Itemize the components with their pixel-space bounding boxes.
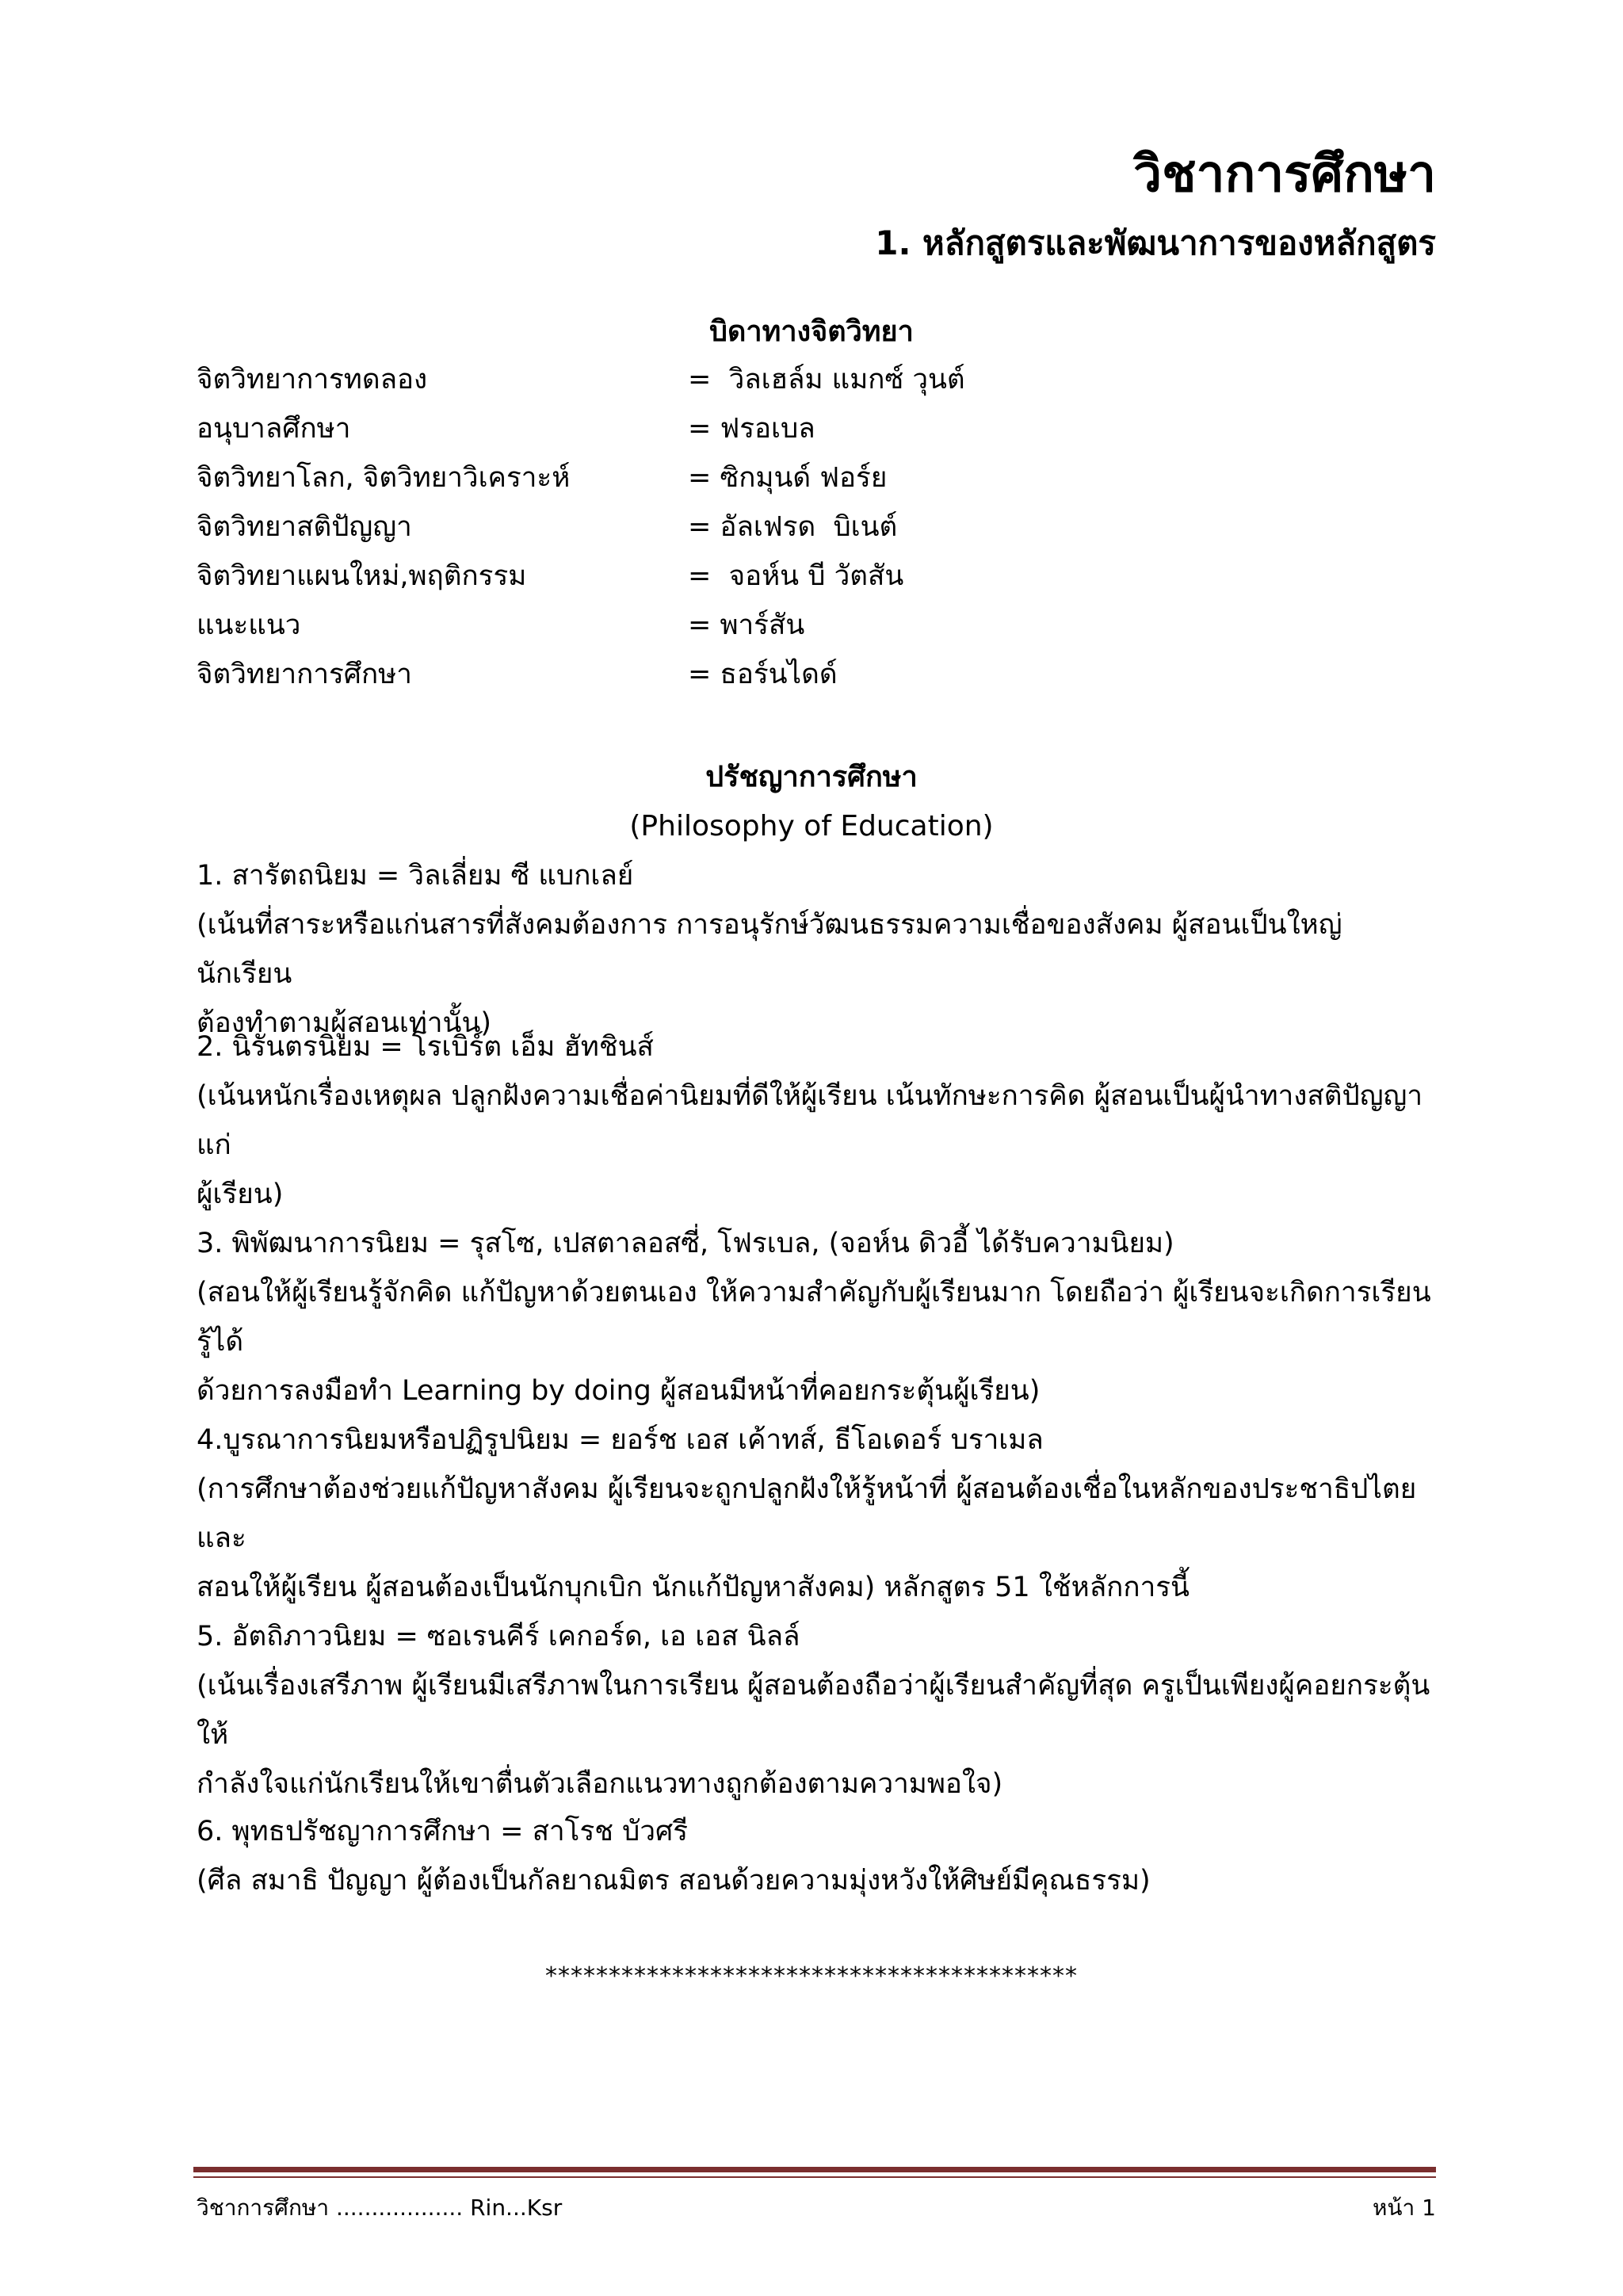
psychology-father: = จอห์น บี วัตสัน — [688, 560, 904, 592]
philosophy-item-desc: (ศีล สมาธิ ปัญญา ผู้ต้องเป็นกัลยาณมิตร สอนด้วยความมุ่งหวังให้ศิษย์มีคุณธรรม) — [197, 1865, 1151, 1897]
psychology-father: = อัลเฟรด บิเนต์ — [688, 511, 898, 543]
page-title: วิชาการศึกษา — [1133, 145, 1436, 204]
list-item — [197, 453, 1433, 502]
psychology-heading: บิดาทางจิตวิทยา — [709, 315, 914, 348]
psychology-field: แนะแนว — [197, 609, 301, 641]
psychology-field: จิตวิทยาสติปัญญา — [197, 511, 412, 543]
philosophy-item — [197, 1807, 1441, 1905]
list-item — [197, 552, 1433, 601]
philosophy-item-title: 4.บูรณาการนิยมหรือปฏิรูปนิยม = ยอร์ช เอส เค้าทส์, ธีโอเดอร์ บราเมล — [197, 1424, 1044, 1456]
psychology-field: จิตวิทยาโลก, จิตวิทยาวิเคราะห์ — [197, 462, 571, 494]
philosophy-item-desc: (เน้นหนักเรื่องเหตุผล ปลูกฝังความเชื่อค่านิยมที่ดีให้ผู้เรียน เน้นทักษะการคิด ผู้สอนเป็นผู้นำทางสติปัญญาแก่ — [197, 1080, 1423, 1161]
philosophy-item-title: 2. นิรันตรนิยม = โรเบิร์ต เอ็ม ฮัทชินส์ — [197, 1031, 654, 1063]
philosophy-item — [197, 1022, 1441, 1219]
list-item — [197, 355, 1433, 404]
psychology-father: = วิลเฮล์ม แมกซ์ วุนต์ — [688, 364, 965, 395]
philosophy-item-desc: (เน้นเรื่องเสรีภาพ ผู้เรียนมีเสรีภาพในการเรียน ผู้สอนต้องถือว่าผู้เรียนสำคัญที่สุด ครูเป็นเพียงผู้คอยกระตุ้นให้ — [197, 1670, 1430, 1751]
psychology-field: อนุบาลศึกษา — [197, 413, 351, 445]
page-subtitle: 1. หลักสูตรและพัฒนาการของหลักสูตร — [875, 223, 1436, 262]
philosophy-item-title: 3. พิพัฒนาการนิยม = รุสโซ, เปสตาลอสซี่, โฟรเบล, (จอห์น ดิวอี้ ได้รับความนิยม) — [197, 1228, 1174, 1259]
list-item — [197, 650, 1433, 699]
psychology-father: = พาร์สัน — [688, 609, 805, 641]
psychology-list — [197, 355, 1433, 699]
footer-label: วิชาการศึกษา .................. Rin...Ksr — [197, 2195, 563, 2221]
philosophy-item — [197, 1219, 1441, 1415]
psychology-father: = ซิกมุนด์ ฟอร์ย — [688, 462, 888, 494]
philosophy-subheading: (Philosophy of Education) — [629, 810, 994, 842]
section-separator: ****************************************** — [545, 1962, 1078, 1990]
list-item — [197, 601, 1433, 650]
list-item — [197, 502, 1433, 552]
philosophy-heading: ปรัชญาการศึกษา — [705, 761, 918, 793]
philosophy-item-desc: ด้วยการลงมือทำ Learning by doing ผู้สอนมีหน้าที่คอยกระตุ้นผู้เรียน) — [197, 1375, 1041, 1407]
psychology-father: = ฟรอเบล — [688, 413, 815, 445]
list-item — [197, 404, 1433, 453]
page-number: หน้า 1 — [1372, 2195, 1436, 2221]
psychology-field: จิตวิทยาการศึกษา — [197, 659, 412, 690]
philosophy-item — [197, 1612, 1441, 1809]
philosophy-item-title: 1. สารัตถนิยม = วิลเลี่ยม ซี แบกเลย์ — [197, 860, 634, 892]
footer-divider-thin — [193, 2176, 1436, 2178]
philosophy-item — [197, 851, 1441, 1048]
philosophy-item-desc: ต้องทำตามผู้สอนเท่านั้น) — [197, 1007, 492, 1039]
footer-divider — [193, 2167, 1436, 2172]
philosophy-item-desc: (เน้นที่สาระหรือแก่นสารที่สังคมต้องการ การอนุรักษ์วัฒนธรรมความเชื่อของสังคม ผู้สอนเป็นใหญ่ นักเรียน — [197, 909, 1342, 990]
philosophy-item-desc: ผู้เรียน) — [197, 1179, 284, 1210]
philosophy-item-desc: (การศึกษาต้องช่วยแก้ปัญหาสังคม ผู้เรียนจะถูกปลูกฝังให้รู้หน้าที่ ผู้สอนต้องเชื่อในหลักของประชาธิปไตยและ — [197, 1473, 1417, 1554]
psychology-father: = ธอร์นไดด์ — [688, 659, 838, 690]
psychology-field: จิตวิทยาแผนใหม่,พฤติกรรม — [197, 560, 527, 592]
philosophy-item — [197, 1415, 1441, 1612]
philosophy-item-desc: (สอนให้ผู้เรียนรู้จักคิด แก้ปัญหาด้วยตนเอง ให้ความสำคัญกับผู้เรียนมาก โดยถือว่า ผู้เรียนจะเกิดการเรียนรู้ได้ — [197, 1277, 1431, 1358]
philosophy-item-desc: สอนให้ผู้เรียน ผู้สอนต้องเป็นนักบุกเบิก นักแก้ปัญหาสังคม) หลักสูตร 51 ใช้หลักการนี้ — [197, 1572, 1190, 1603]
philosophy-item-title: 6. พุทธปรัชญาการศึกษา = สาโรช บัวศรี — [197, 1816, 689, 1847]
philosophy-item-desc: กำลังใจแก่นักเรียนให้เขาตื่นตัวเลือกแนวทางถูกต้องตามความพอใจ) — [197, 1768, 1003, 1800]
philosophy-item-title: 5. อัตถิภาวนิยม = ซอเรนคีร์ เคกอร์ด, เอ เอส นิลล์ — [197, 1621, 800, 1652]
psychology-field: จิตวิทยาการทดลอง — [197, 364, 428, 395]
